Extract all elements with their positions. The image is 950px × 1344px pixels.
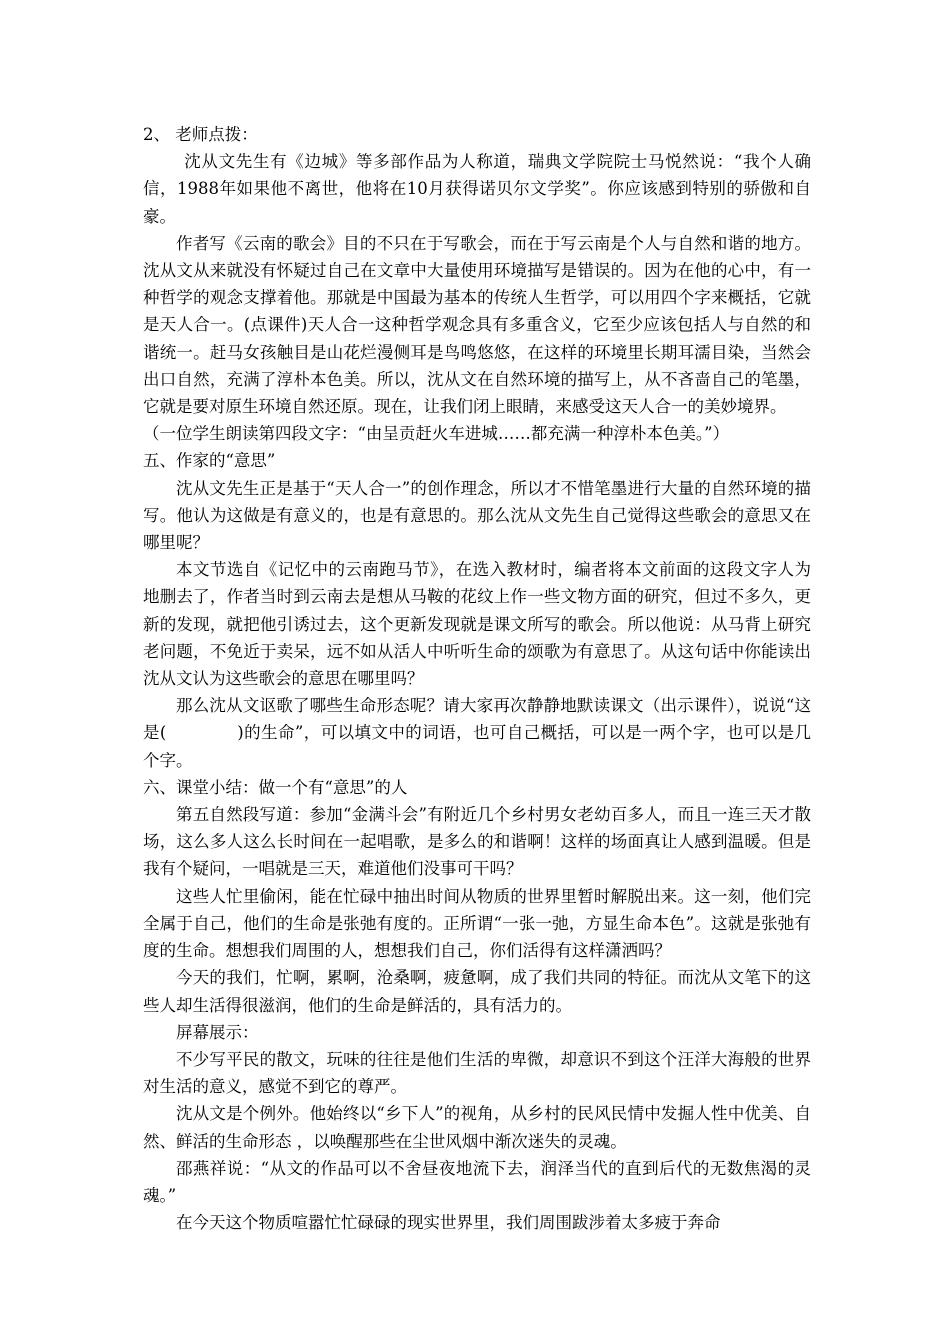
paragraph-song-gathering: 第五自然段写道：参加“金满斗会”有附近几个乡村男女老幼百多人，而且一连三天才散场，这么多人这么长时间在一起唱歌，是多么的和谐啊！这样的场面真让人感到温暖。但是我有个疑问，一唱就是三天，难道他们没事可干吗？ xyxy=(143,805,811,879)
paragraph-text-source: 本文节选自《记忆中的云南跑马节》，在选入教材时，编者将本文前面的这段文字人为地删去了，作者当时到云南去是想从马鞍的花纹上作一些文物方面的研究，但过不多久，更新的发现，就把他引诱过去，这个更新发现就是课文所写的歌会。所以他说：从马背上研究老问题，不免近于卖呆，远不如从活人中听听生命的颂歌为有意思了。从这句话中你能读出沈从文认为这些歌会的意思在哪里吗？ xyxy=(143,560,811,689)
section-6-heading: 六、课堂小结：做一个有“意思”的人 xyxy=(143,777,408,797)
document-body xyxy=(143,121,811,1236)
paragraph-creative-concept: 沈从文先生正是基于“天人合一”的创作理念，所以才不惜笔墨进行大量的自然环境的描写。他认为这做是有意义的，也是有意思的。那么沈从文先生自己觉得这些歌会的意思又在哪里呢？ xyxy=(143,478,811,553)
paragraph-today: 今天的我们，忙啊，累啊，沧桑啊，疲惫啊，成了我们共同的特征。而沈从文笔下的这些人却生活得很滋润，他们的生命是鲜活的，具有活力的。 xyxy=(143,968,811,1015)
paragraph-shao-yanxiang: 邵燕祥说：“从文的作品可以不舍昼夜地流下去，润泽当代的直到后代的无数焦渴的灵魂。” xyxy=(143,1158,811,1205)
paragraph-exception: 沈从文是个例外。他始终以“乡下人”的视角，从乡村的民风民情中发掘人性中优美、自然、鲜活的生命形态 ，以唤醒那些在尘世风烟中渐次迷失的灵魂。 xyxy=(143,1104,811,1151)
fill-blank-before: 那么沈从文讴歌了哪些生命形态呢？请大家再次静静地默读课文（出示课件），说说“这是( xyxy=(143,696,811,743)
paragraph-student-reading: （一位学生朗读第四段文字：“由呈贡赶火车进城……都充满一种淳朴本色美。”） xyxy=(143,424,730,444)
fill-blank-after: )的生命”，可以填文中的词语，也可自己概括，可以是一两个字，也可以是几个字。 xyxy=(143,723,811,770)
paragraph-material-world: 在今天这个物质喧嚣忙忙碌碌的现实世界里，我们周围跋涉着太多疲于奔命 xyxy=(176,1213,721,1233)
paragraph-leisure: 这些人忙里偷闲，能在忙碌中抽出时间从物质的世界里暂时解脱出来。这一刻，他们完全属于自己，他们的生命是张弛有度的。正所谓“一张一弛，方显生命本色”。这就是张弛有度的生命。想想我们周围的人，想想我们自己，你们活得有这样潇洒吗？ xyxy=(143,886,811,961)
section-5-heading: 五、作家的“意思” xyxy=(143,451,276,471)
paragraph-fill-blank xyxy=(143,692,811,774)
paragraph-harmony: 作者写《云南的歌会》目的不只在于写歌会，而在于写云南是个人与自然和谐的地方。沈从文从来就没有怀疑过自己在文章中大量使用环境描写是错误的。因为在他的心中，有一种哲学的观念支撑着他。那就是中国最为基本的传统人生哲学，可以用四个字来概括，它就是天人合一。(点课件)天人合一这种哲学观念具有多重含义，它至少应该包括人与自然的和谐统一。赶马女孩触目是山花烂漫侧耳是鸟鸣悠悠，在这样的环境里长期耳濡目染，当然会出口自然，充满了淳朴本色美。所以，沈从文在自然环境的描写上，从不吝啬自己的笔墨，它就是要对原生环境自然还原。现在，让我们闭上眼睛，来感受这天人合一的美妙境界。 xyxy=(143,233,811,417)
paragraph-common-people: 不少写平民的散文，玩味的往往是他们生活的卑微，却意识不到这个汪洋大海般的世界对生活的意义，感觉不到它的尊严。 xyxy=(143,1049,811,1097)
paragraph-screen-display: 屏幕展示： xyxy=(176,1022,259,1042)
paragraph-nobel: 沈从文先生有《边城》等多部作品为人称道，瑞典文学院院士马悦然说：“我个人确信，1988年如果他不离世，他将在10月获得诺贝尔文学奖”。你应该感到特别的骄傲和自豪。 xyxy=(143,152,811,226)
section-2-heading: 2、 老师点拨： xyxy=(143,125,258,144)
